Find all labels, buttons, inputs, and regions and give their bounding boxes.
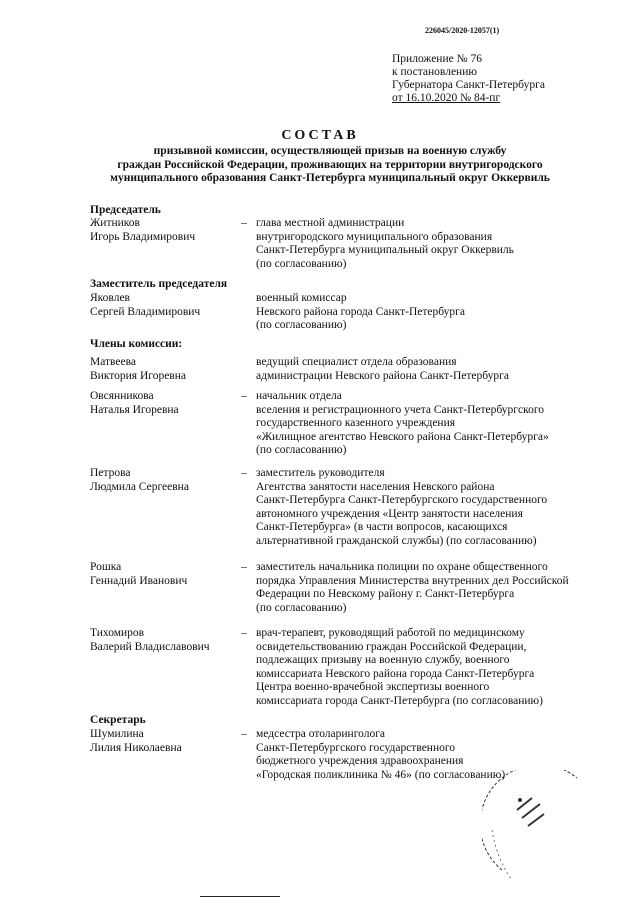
member-given-name: Людмила Сергеевна <box>90 480 189 493</box>
dash: – <box>241 728 247 740</box>
description-line: Федерации по Невскому району г. Санкт-Петербурга <box>256 588 515 600</box>
dash: – <box>241 627 247 639</box>
section-secretary: Секретарь <box>90 714 146 726</box>
dash: – <box>241 217 247 229</box>
footer-divider <box>200 896 280 897</box>
seal-stamp-icon <box>482 770 602 890</box>
description-line: (по согласованию) <box>256 319 347 331</box>
description-line: вселения и регистрационного учета Санкт-Петербургского <box>256 403 545 416</box>
document-number: 226045/2020-12057(1) <box>425 26 500 35</box>
description-line: заместитель руководителя <box>256 467 385 479</box>
member-name <box>90 467 240 494</box>
member-given-name: Геннадий Иванович <box>90 574 188 587</box>
description-line: Невского района города Санкт-Петербурга <box>256 305 465 318</box>
member-surname: Петрова <box>90 467 131 479</box>
member-name <box>90 728 240 755</box>
description-line: (по согласованию) <box>256 444 347 456</box>
section-members: Члены комиссии: <box>90 338 183 350</box>
member-given-name: Лилия Николаевна <box>90 741 182 754</box>
section-deputy: Заместитель председателя <box>90 278 228 290</box>
member-description <box>256 292 626 333</box>
description-line: комиссариата города Санкт-Петербурга (по согласованию) <box>256 694 543 707</box>
appendix-line-4: от 16.10.2020 № 84-пг <box>392 92 501 104</box>
description-line: внутригородского муниципального образования <box>256 230 493 243</box>
member-surname: Рошка <box>90 561 122 573</box>
member-surname: Овсянникова <box>90 390 154 402</box>
member-given-name: Игорь Владимирович <box>90 230 196 243</box>
appendix-block <box>392 53 545 105</box>
description-line: медсестра отоларинголога <box>256 728 386 740</box>
dash: – <box>241 467 247 479</box>
appendix-line-1: Приложение № 76 <box>392 53 482 65</box>
description-line: подлежащих призыву на военную службу, военного <box>256 654 510 666</box>
member-name <box>90 356 240 383</box>
member-surname: Яковлев <box>90 292 130 304</box>
document-subtitle <box>60 145 600 186</box>
description-line: альтернативной гражданской службы) (по согласованию) <box>256 534 537 547</box>
appendix-line-3: Губернатора Санкт-Петербурга <box>392 79 545 91</box>
description-line: ведущий специалист отдела образования <box>256 356 457 368</box>
member-description <box>256 390 626 458</box>
description-line: Санкт-Петербурга Санкт-Петербургского государственного <box>256 494 548 506</box>
description-line: заместитель начальника полиции по охране общественного <box>256 561 548 573</box>
description-line: порядка Управления Министерства внутренних дел Российской <box>256 574 569 587</box>
member-given-name: Наталья Игоревна <box>90 403 179 416</box>
description-line: Санкт-Петербурга» (в части вопросов, касающихся <box>256 521 508 533</box>
description-line: военный комиссар <box>256 292 347 304</box>
member-description <box>256 467 626 548</box>
description-line: освидетельствованию граждан Российской Федерации, <box>256 640 527 653</box>
description-line: (по согласованию) <box>256 257 347 270</box>
description-line: комиссариата Невского района города Санкт-Петербурга <box>256 667 535 680</box>
member-given-name: Валерий Владиславович <box>90 640 210 653</box>
member-name <box>90 292 240 319</box>
member-name <box>90 390 240 417</box>
dash: – <box>241 390 247 402</box>
member-name <box>90 217 240 244</box>
member-description <box>256 356 626 383</box>
dash: – <box>241 561 247 573</box>
appendix-line-2: к постановлению <box>392 66 477 78</box>
member-description <box>256 627 626 708</box>
subtitle-line: муниципального образования Санкт-Петербурга муниципальный округ Оккервиль <box>110 172 550 184</box>
section-chair: Председатель <box>90 204 161 216</box>
description-line: начальник отдела <box>256 390 342 402</box>
description-line: «Городская поликлиника № 46» (по согласованию) <box>256 768 506 781</box>
description-line: администрации Невского района Санкт-Петербурга <box>256 369 509 382</box>
member-description <box>256 561 626 615</box>
member-description <box>256 217 626 271</box>
member-surname: Житников <box>90 217 140 229</box>
description-line: «Жилищное агентство Невского района Санкт-Петербурга» <box>256 430 549 443</box>
description-line: Центра военно-врачебной экспертизы военного <box>256 681 490 693</box>
subtitle-line: граждан Российской Федерации, проживающих на территории внутригородского <box>117 158 543 171</box>
description-line: государственного казенного учреждения <box>256 417 456 429</box>
member-name <box>90 627 240 654</box>
description-line: Санкт-Петербургского государственного <box>256 741 456 754</box>
member-surname: Тихомиров <box>90 627 145 639</box>
description-line: глава местной администрации <box>256 217 405 229</box>
description-line: бюджетного учреждения здравоохранения <box>256 755 464 767</box>
subtitle-line: призывной комиссии, осуществляющей призыв на военную службу <box>153 145 507 157</box>
member-given-name: Сергей Владимирович <box>90 305 201 318</box>
member-surname: Матвеева <box>90 356 137 368</box>
description-line: (по согласованию) <box>256 601 347 614</box>
description-line: Санкт-Петербурга муниципальный округ Оккервиль <box>256 244 514 256</box>
description-line: врач-терапевт, руководящий работой по медицинскому <box>256 627 525 639</box>
description-line: автономного учреждения «Центр занятости населения <box>256 507 523 520</box>
member-name <box>90 561 240 588</box>
description-line: Агентства занятости населения Невского района <box>256 480 495 493</box>
document-title: СОСТАВ <box>281 128 359 143</box>
member-surname: Шумилина <box>90 728 144 740</box>
member-given-name: Виктория Игоревна <box>90 369 186 382</box>
